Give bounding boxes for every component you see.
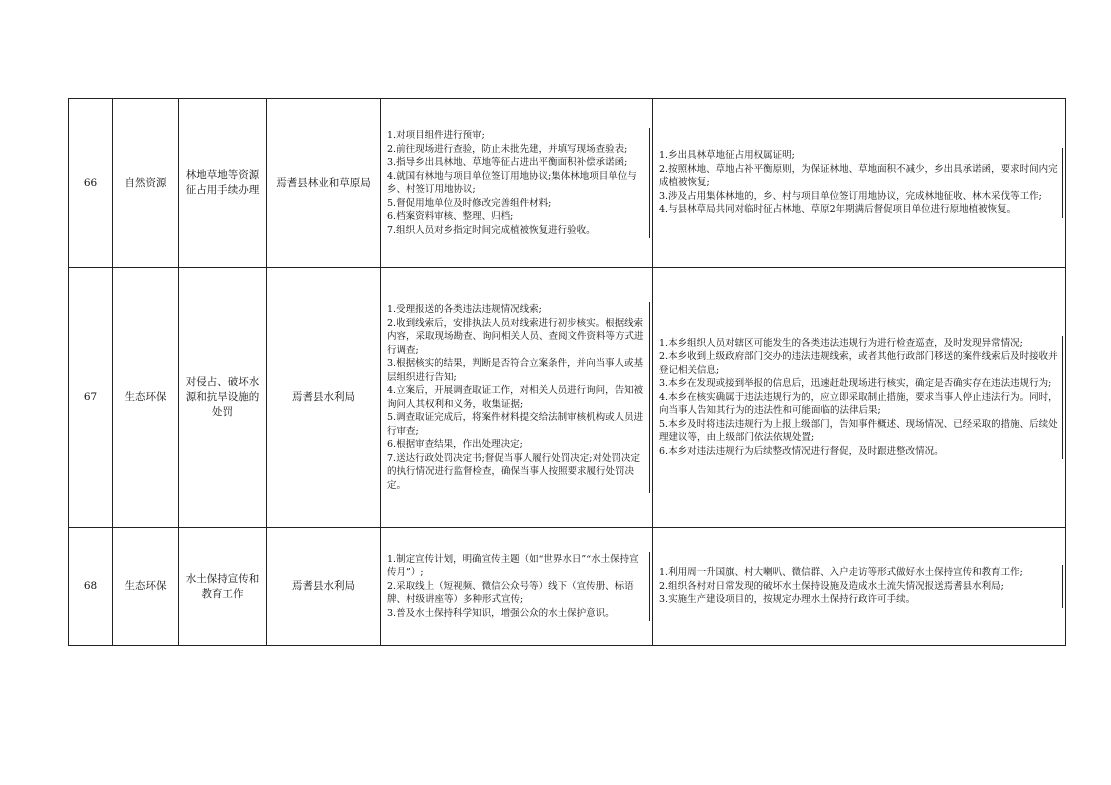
duty-step: 1.制定宣传计划，明确宣传主题（如“世界水日”“水土保持宣传月”）; bbox=[387, 553, 639, 579]
duty-step: 7.送达行政处罚决定书;督促当事人履行处罚决定;对处罚决定的执行情况进行监督检查，确保当事人按照要求履行处罚决定。 bbox=[387, 452, 640, 491]
duty-step: 5.调查取证完成后，将案件材料提交给法制审核机构或人员进行审查; bbox=[387, 412, 644, 437]
row-number: 66 bbox=[69, 99, 113, 268]
duty-step: 6.根据审查结果，作出处理决定; bbox=[387, 439, 523, 450]
department-duties-cell bbox=[381, 268, 653, 528]
duty-step: 2.收到线索后，安排执法人员对线索进行初步核实。根据线索内容，采取现场勘查、询问相关人员、查阅文件资料等方式进行调查; bbox=[387, 317, 644, 356]
department-duties-cell bbox=[381, 99, 653, 268]
item-name-cell: 林地草地等资源征占用手续办理 bbox=[179, 99, 267, 268]
department-cell: 焉耆县水利局 bbox=[267, 528, 381, 646]
duty-step: 1.乡出具林草地征占用权属证明; bbox=[659, 150, 795, 162]
department-cell: 焉耆县水利局 bbox=[267, 268, 381, 528]
department-duties-cell bbox=[381, 528, 653, 646]
item-name-cell: 水土保持宣传和教育工作 bbox=[179, 528, 267, 646]
duty-step: 1.本乡组织人员对辖区可能发生的各类违法违规行为进行检查巡查，及时发现异常情况; bbox=[659, 337, 1023, 349]
row-number: 68 bbox=[69, 528, 113, 646]
duty-step: 4.本乡在核实确属于违法违规行为的，应立即采取制止措施，要求当事人停止违法行为。同时，向当事人告知其行为的违法性和可能面临的法律后果; bbox=[659, 391, 1058, 417]
duty-step: 2.前往现场进行查验，防止未批先建，并填写现场查验表; bbox=[387, 143, 628, 155]
category-cell: 生态环保 bbox=[113, 528, 179, 646]
table-row bbox=[69, 99, 1066, 268]
duty-step: 3.普及水土保持科学知识，增强公众的水土保护意识。 bbox=[387, 607, 615, 619]
duty-step: 2.采取线上（短视频、微信公众号等）线下（宣传册、标语牌、村级讲座等）多种形式宣传; bbox=[387, 580, 634, 606]
table-row bbox=[69, 268, 1066, 528]
duty-step: 3.涉及占用集体林地的，乡、村与项目单位签订用地协议，完成林地征收、林木采伐等工作; bbox=[659, 190, 1042, 202]
duty-step: 1.对项目组件进行预审; bbox=[387, 130, 485, 141]
duty-step: 2.本乡收到上级政府部门交办的违法违规线索，或者其他行政部门移送的案件线索后及时接收并登记相关信息; bbox=[659, 351, 1058, 376]
duty-step: 3.指导乡出具林地、草地等征占进出平衡面积补偿承诺函; bbox=[387, 157, 628, 168]
item-name-cell: 对侵占、破坏水源和抗旱设施的处罚 bbox=[179, 268, 267, 528]
duty-step: 4.就国有林地与项目单位签订用地协议;集体林地项目单位与乡、村签订用地协议; bbox=[387, 170, 637, 195]
category-cell: 自然资源 bbox=[113, 99, 179, 268]
category-cell: 生态环保 bbox=[113, 268, 179, 528]
duty-step: 1.利用周一升国旗、村大喇叭、微信群、入户走访等形式做好水土保持宣传和教育工作; bbox=[659, 567, 1023, 579]
duty-step: 3.实施生产建设项目的，按规定办理水土保持行政许可手续。 bbox=[659, 594, 916, 606]
department-cell: 焉耆县林业和草原局 bbox=[267, 99, 381, 268]
duty-step: 5.本乡及时将违法违规行为上报上级部门，告知事件概述、现场情况、已经采取的措施、后续处理建议等，由上级部门依法依规处置; bbox=[659, 418, 1058, 444]
row-number: 67 bbox=[69, 268, 113, 528]
duty-step: 2.按照林地、草地占补平衡原则，为保证林地、草地面积不减少，乡出具承诺函，要求时间内完成植被恢复; bbox=[659, 163, 1058, 189]
duty-step: 1.受理报送的各类违法违规情况线索; bbox=[387, 304, 542, 315]
town-duties-cell bbox=[653, 528, 1066, 646]
duty-step: 3.根据核实的结果，判断是否符合立案条件，并向当事人或基层组织进行告知; bbox=[387, 358, 644, 383]
table-row bbox=[69, 528, 1066, 646]
duty-step: 6.本乡对违法违规行为后续整改情况进行督促，及时跟进整改情况。 bbox=[659, 445, 944, 457]
duty-step: 4.立案后，开展调查取证工作，对相关人员进行询问，告知被询问人其权利和义务，收集证据; bbox=[387, 385, 644, 410]
duty-step: 3.本乡在发现或接到举报的信息后，迅速赶赴现场进行核实，确定是否确实存在违法违规行为; bbox=[659, 378, 1052, 390]
duty-step: 2.组织各村对日常发现的破坏水土保持设施及造成水土流失情况报送焉耆县水利局; bbox=[659, 580, 1004, 592]
duty-step: 5.督促用地单位及时修改完善组件材料; bbox=[387, 197, 552, 209]
duty-step: 7.组织人员对乡指定时间完成植被恢复进行验收。 bbox=[387, 224, 596, 236]
duty-list-table bbox=[68, 98, 1066, 646]
duty-step: 6.档案资料审核、整理、归档; bbox=[387, 211, 514, 222]
town-duties-cell bbox=[653, 99, 1066, 268]
duty-step: 4.与县林草局共同对临时征占林地、草原2年期满后督促项目单位进行原地植被恢复。 bbox=[659, 204, 1017, 216]
town-duties-cell bbox=[653, 268, 1066, 528]
